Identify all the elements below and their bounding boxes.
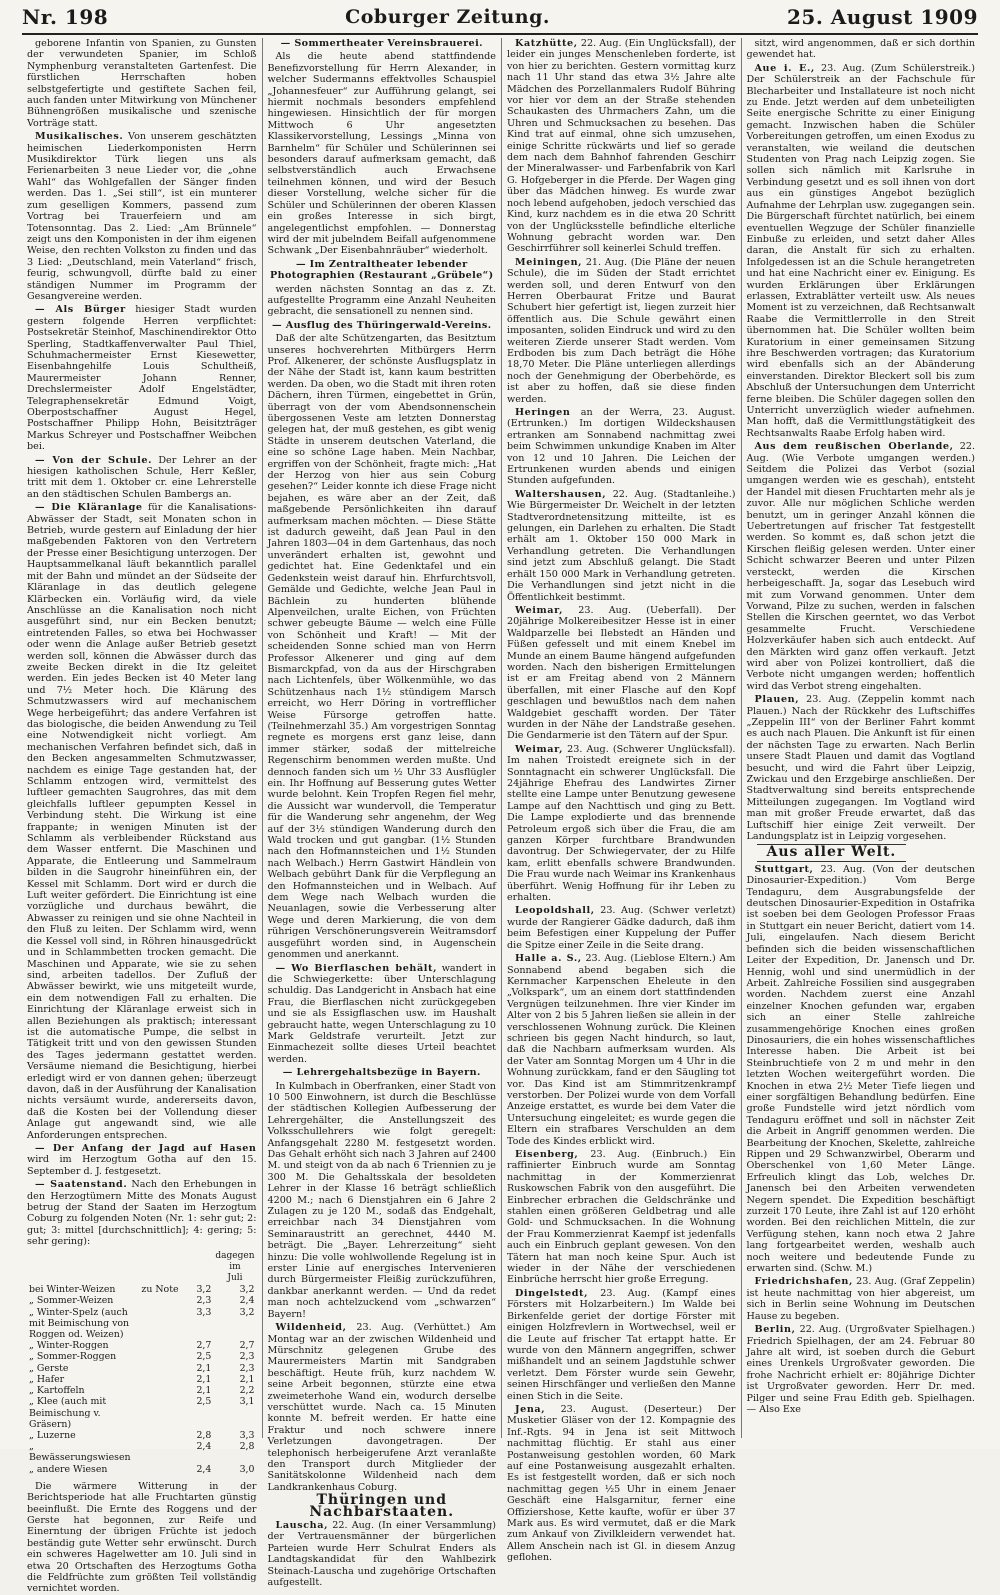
article-heading: Friedrichshafen, bbox=[754, 1276, 853, 1288]
article-text: Von unserem geschätzten heimischen Liederkomponisten Herrn Musikdirektor Türk liegen uns als Ferienarbeiten 3 neue Lieder vor, die „ohne Wahl“ das Wohlgefallen der Sänger finden werden. Das 1. „Sei still“, ist ein munterer zum geselligen Kommers, passend zum Vortrag bei Trauerfeiern und am Totensonntag. Das 2. Lied: „Am Brünnele“ zeigt uns den Komponisten in der ihm eigenen Weise, den rechten Volkston zu finden und das 3 Lied: „Deutschland, mein Vaterland“ frisch, feurig, schwungvoll, dürfte bald zu einer ständigen Nummer im Programm der Gesangvereine werden. bbox=[27, 131, 257, 302]
article-heading: Berlin, bbox=[754, 1324, 796, 1336]
article bbox=[27, 304, 257, 452]
august-value-cell: 3,2 bbox=[196, 1284, 212, 1296]
article-text: 23. Aug. (Kampf eines Försters mit Holzarbeitern.) Im Walde bei Birkenfelde geriet der dortige Förster mit einigen Holzfrevlern in Wortwechsel, weil er die Leute auf frischer Tat ertappt hatte. Er wurde von den Männern angegriffen, schwer mißhandelt und an seinem Jagdstuhle schwer verletzt. Dem Förster wurde sein Gewehr, seinen Hirschfänger und verließen den Manne einen Stich in die Seite. bbox=[507, 1287, 736, 1402]
article-heading: Aus dem reußischen Oberlande, bbox=[754, 441, 954, 453]
article-heading: Waltershausen, bbox=[515, 488, 607, 500]
article-heading: — Die Kläranlage bbox=[35, 502, 143, 514]
table-header-row bbox=[27, 1273, 257, 1284]
crop-name-cell: „ Bewässerungswiesen bbox=[29, 1441, 131, 1464]
august-value-cell: 2,1 bbox=[196, 1385, 212, 1397]
note-label-cell bbox=[139, 1441, 183, 1463]
note-label-cell bbox=[139, 1464, 183, 1475]
article-heading: Halle a. S., bbox=[515, 953, 582, 965]
article-text: Als die heute abend stattfindende Benefizvorstellung für Herrn Alexander, in welcher Sudermanns effektvolles Schauspiel „Johannesfeuer“ zur Aufführung gelangt, sei hiermit nochmals besonders empfehlend hingewiesen. Hinsichtlich der für morgen Mittwoch 6 Uhr angesetzten Klassikervorstellung, Lessings „Minna von Barnhelm“ für Schüler und Schülerinnen sei besonders darauf aufmerksam gemacht, daß selbstverständlich auch Erwachsene teilnehmen können, und wird der Besuch dieser Vorstellung, welche sicher für die Schüler und Schülerinnen der oberen Klassen ein großes Interesse in sich birgt, angelegentlichst empfohlen. — Donnerstag wird der mit jubelndem Beifall aufgenommene Schwank „Der Eisenbahnräuber“ wiederholt. bbox=[267, 51, 496, 257]
article-text: werden nächsten Sonntag an das z. Zt. aufgestellte Programm eine Anzahl Neuheiten gebracht, die sensationell zu nennen sind. bbox=[267, 283, 496, 318]
article-heading: Eisenberg, bbox=[515, 1149, 579, 1160]
crop-name-cell: „ andere Wiesen bbox=[29, 1463, 108, 1475]
august-value-cell: 2,1 bbox=[196, 1373, 212, 1385]
article-text: 23. Aug. (Zum Schülerstreik.) Der Schülerstreik an der Fachschule für Blecharbeiter und Installateure ist noch nicht zu Ende. Jetzt werden auf dem unbeteiligten Seite energische Schritte zu einer Einigung gemacht. Inzwischen haben die Schüler Vorbereitungen getroffen, um einen Exodus zu veranstalten, wie weiland die deutschen Studenten von Prag nach Leipzig zogen. Sie sollen sich nämlich mit Karlsruhe in Verbindung gesetzt und es soll ihnen von dort aus ein günstiges Angebot bezüglich Aufnahme der Lehrplan usw. zugegangen sein. Die Bürgerschaft fürchtet natürlich, bei einem eventuellen Wegzuge der Schüler finanzielle Einbuße zu erleiden, und setzt daher Alles daran, die Anstalt für sich zu erhalten. Infolgedessen ist an die Schule herangetreten und hat eine Nachricht einer ev. Einigung. Es wurden Erklärungen über Erklärungen erlassen, Extrablätter verteilt usw. Als neues Moment ist zu verzeichnen, daß Rechtsanwalt Raabe die Vermittlerrolle in den Streit übernommen hat. Die Schüler wollten beim Kuratorium in einer gemeinsamen Sitzung ihre Beschwerden vortragen; das Kuratorium wird ebenfalls sich an der Abänderung einverstanden. Direktor Bleckert soll bis zum Abschluß der Untersuchungen dem Unterricht ferne bleiben. Die Schüler dagegen sollen den Unterricht unverzüglich wieder aufnehmen. Man hofft, daß die Vermittlungstätigkeit des Rechtsanwalts Raabe Erfolg haben wird. bbox=[746, 62, 975, 439]
article bbox=[27, 502, 257, 1141]
article-text: 21. Aug. (Die Pläne der neuen Schule), die im Süden der Stadt errichtet werden soll, und deren Entwurf von den Herren Oberbaurat Fritze und Baurat Schubert hier gefertigt ist, liegen zurzeit hier öffentlich aus. Die Schule gewährt einen imposanten, soliden Eindruck und wird zu den weiteren Zierde unserer Stadt werden. Vom Erdboden bis zum Dach beträgt die Höhe 18,70 Meter. Die Pläne unterliegen allerdings noch der Genehmigung der Oberbehörde, es ist aber zu hoffen, daß sie diese finden werden. bbox=[507, 256, 736, 405]
article-heading: Heringen bbox=[515, 407, 571, 418]
article-heading: Dingelstedt, bbox=[515, 1287, 589, 1299]
note-label-cell: zu Note bbox=[141, 1284, 179, 1296]
july-value-cell: 3,2 bbox=[239, 1284, 255, 1296]
article-heading: Stuttgart, bbox=[754, 863, 814, 875]
table-body bbox=[27, 1284, 257, 1474]
issue-date: 25. August 1909 bbox=[787, 5, 978, 29]
article-heading: — Von der Schule. bbox=[35, 454, 153, 466]
article-text: 22. Aug. (Urgroßvater Spielhagen.) Friedrich Spielhagen, der am 24. Februar 80 Jahre alt wird, ist soeben durch die Geburt eines Urenkels Urgroßvater geworden. Die frohe Nachricht erhielt er: 80jährige Dichter ist Urgroßvater geworden. Herr Dr. med. Pilger und seine Frau Edith geb. Spielhagen. — Also Exe bbox=[746, 1324, 975, 1415]
article bbox=[507, 1288, 736, 1402]
article-text: 22. Aug. (In einer Versammlung) der Vertrauensmänner der bürgerlichen Parteien wurde Herr Schulrat Enders als Landtagskandidat für den Wahlbezirk Steinach-Lauscha und zugehörige Ortschaften aufgestellt. bbox=[267, 1520, 496, 1589]
article-heading: — Als Bürger bbox=[35, 304, 126, 316]
article bbox=[507, 489, 736, 603]
note-label-cell bbox=[139, 1374, 183, 1385]
table-row bbox=[27, 1284, 257, 1295]
article-text: für die Kanalisations-Abwässer der Stadt, seit Monaten schon in Betrieb, wurde gestern auf Einladung der hier maßgebenden Faktoren von den Vertretern der Presse einer Besichtigung unterzogen. Der Hauptsammelkanal läuft bekanntlich parallel mit der Bahn und mündet an der Südseite der Kläranlage in das deutlich gelegene Klärbecken ein. Vorläufig wird, da viele Anschlüsse an die Kanalisation noch nicht ausgeführt sind, nur ein Becken benutzt; eintretenden Falles, so etwa bei Hochwasser oder wenn die Anlage außer Betrieb gesetzt werden soll, können die Abwässer durch das zweite Becken direkt in die Itz geleitet werden. Ein jedes Becken ist 40 Meter lang und 7½ Meter hoch. Die Klärung des Schmutzwassers wird auf mechanischem Wege herbeigeführt; das andere Verfahren ist das biologische, die beiden Anwendung zu Teil eine Notwendigkeit nicht vorliegt. Am mechanischen Verfahren befindet sich, daß in den Becken angesammelten Schmutzwasser, nachdem es einige Tage gestanden hat, der Schlamm entzogen wird, vermittelst des luftleer gemachten Saugrohres, das mit dem gleichfalls luftleer gepumpten Kessel in Verbindung steht. Die Wirkung ist eine frappante; in wenigen Minuten ist der Schlamm als verbleibender Rückstand aus dem Wasser entfernt. Die Maschinen und Apparate, die Entleerung und Sammelraum bilden in die Saugrohr hineinführen ein, der Kessel mit Schlamm. Dort wird er durch die Luft weiter gefördert. Die Einrichtung ist eine vorzügliche und durchaus bewährt, die Abwasser zu reinigen und sie ohne Nachteil in den Fluß zu leiten. Der Schlamm wird, wenn die Kessel voll sind, in Röhren hinausgedrückt und in Schlammbetten trocken gemacht. Die Maschinen und Apparate, wie sie zu sehen sind, arbeiten tadellos. Der Zufluß der Abwässer bewirkt, wie uns mitgeteilt wurde, ein dem notwendigen Fall zu erhalten. Die Einrichtung der Kläranlage erweist sich in allen Beziehungen als praktisch; interessant ist die automatische Pumpe, die selbst in Tätigkeit tritt und von den gewissen Stunden des Tages jedermann gestattet werden. Versäume niemand die Besichtigung, hierbei erledigt wird er von dannen gehen; überzeugt davon, daß in der Ausführung der Kanalisation nichts versäumt wurde, andererseits davon, daß die Kosten bei der Vollendung dieser Anlage gut angewandt sind, wie alle Anforderungen entsprechen. bbox=[27, 502, 257, 1141]
newspaper-title: Coburger Zeitung. bbox=[345, 6, 551, 28]
article-heading: Wildenheid, bbox=[275, 1322, 347, 1334]
note-label-cell bbox=[139, 1396, 183, 1430]
july-value-cell: 2,8 bbox=[239, 1441, 255, 1453]
article-text: 23. Aug. (Schwerer Unglücksfall). Im nahen Troistedt ereignete sich in der Sonntagnacht ein schwerer Unglücksfall. Die 24jährige Ehefrau des Landwirtes Zirner stellte eine Lampe unter Benutzung gewesene Lampe auf den Nachttisch und ging zu Bett. Die Lampe explodierte und das brennende Petroleum ergoß sich über die Frau, die am ganzen Körper furchtbare Brandwunden davontrug. Der Schwiegervater, der zu Hilfe kam, erlitt ebenfalls schwere Brandwunden. Die Frau wurde nach Weimar ins Krankenhaus überführt. Wenig Hoffnung für ihr Leben zu erhalten. bbox=[507, 743, 736, 904]
july-value-cell: 2,7 bbox=[239, 1340, 255, 1352]
article-heading: — Ausflug des Thüringerwald-Vereins. bbox=[272, 319, 492, 331]
article-text: wandert in die Schwiegerkette: über Unterschlagung schuldig. Das Landgericht in Ansbach hat eine Frau, die Bierflaschen nicht zurückgegeben und sie als Essigflaschen usw. im Haushalt gebraucht hatte, wegen Unterschlagung zu 10 Mark Geldstrafe verurteilt. Jetzt zur Einmachezeit sollte dieses Urteil beachtet werden. bbox=[267, 962, 496, 1065]
issue-number: Nr. 198 bbox=[22, 5, 109, 29]
note-label-cell bbox=[139, 1385, 183, 1396]
masthead bbox=[22, 4, 978, 30]
table-header: Juli bbox=[227, 1273, 243, 1284]
article bbox=[268, 1520, 497, 1588]
note-label-cell bbox=[139, 1351, 183, 1362]
article-heading: — Saatenstand. bbox=[35, 1179, 128, 1191]
july-value-cell: 2,1 bbox=[239, 1373, 255, 1385]
article bbox=[747, 1324, 976, 1415]
article-heading: Aue i. E., bbox=[754, 62, 815, 74]
article bbox=[507, 407, 736, 487]
article-heading: Meiningen, bbox=[515, 256, 583, 268]
article-text: 23. Aug. (Schwer verletzt) wurde der Rangierer Gädke dadurch, daß ihm beim Befestigen einer Kuppelung der Puffer die Spitze einer Zeile in die Seite drang. bbox=[507, 905, 736, 951]
july-value-cell: 2,2 bbox=[239, 1385, 255, 1397]
article-heading: Weimar, bbox=[515, 743, 564, 755]
article bbox=[27, 455, 257, 501]
article-text: 23. Aug. (Lieblose Eltern.) Am Sonnabend abend begaben sich die Kernmacher Karpenschen Eheleute in den „Volkspark“, um an einem dort stattfindenden Vergnügen teilzunehmen. Ihre vier Kinder im Alter von 2 bis 5 Jahren ließen sie allein in der verschlossenen Wohnung zurück. Die Kleinen schrieen bis gegen Nacht hindurch, so laut, daß die Nachbarn aufmerksam wurden. Als der Vater am Sonntag Morgen um 4 Uhr in die Wohnung zurückkam, fand er den Säugling tot vor. Das Kind ist am Stimmritzenkrampf verstorben. Der Polizei wurde von dem Vorfall Anzeige erstattet, es wurde bei dem Vater die Untersuchung eingeleitet; es wurde gegen die Eltern ein strafbares Verschulden an dem Tode des Kindes erblickt wird. bbox=[507, 953, 736, 1147]
article bbox=[507, 38, 736, 255]
article-heading: — Wo Bierflaschen behält, bbox=[275, 962, 438, 974]
article-heading: Lauscha, bbox=[275, 1520, 329, 1531]
table-row bbox=[27, 1307, 257, 1341]
table-row bbox=[27, 1396, 257, 1430]
note-label-cell bbox=[139, 1430, 183, 1441]
section-title: Thüringen und Nachbarstaaten. bbox=[309, 1492, 455, 1520]
july-value-cell: 3,0 bbox=[239, 1463, 255, 1475]
article bbox=[507, 1404, 736, 1564]
columns bbox=[22, 38, 980, 1595]
article bbox=[507, 257, 736, 405]
crop-name-cell: „ Sommer-Roggen bbox=[29, 1351, 117, 1363]
august-value-cell: 2,4 bbox=[196, 1441, 212, 1453]
section-title: Aus aller Welt. bbox=[757, 844, 907, 861]
crop-status-table bbox=[27, 1251, 257, 1475]
august-value-cell: 2,7 bbox=[196, 1340, 212, 1352]
table-row bbox=[27, 1441, 257, 1463]
article bbox=[507, 953, 736, 1147]
article bbox=[747, 694, 976, 842]
article-text: Der Lehrer an der hiesigen katholischen Schule, Herr Keßler, tritt mit dem 1. Oktober cr. eine Lehrerstelle an den städtischen Schulen Bambergs an. bbox=[27, 454, 257, 500]
column-1 bbox=[22, 38, 262, 1595]
article-text: In Kulmbach in Oberfranken, einer Stadt von 10 500 Einwohnern, ist durch die Beschlüsse der städtischen Kollegien Aufbesserung der Lehrergehälter, die Anstellungszeit des Volksschullehrers wie folgt geregelt: Anfangsgehalt 2280 M. festgesetzt worden. Das Gehalt erhöht sich nach 3 Jahren auf 2400 M. und steigt von da ab nach 6 Triennien zu je 300 M. Die Gehaltsskala der besoldeten Lehrer in der Klasse 16 beträgt schließlich 4200 M.; nach 6 Dienstjahren ein 6 Jahre 2 Zulagen zu je 120 M., sodaß das Endgehalt, erreichbar nach 34 Dienstjahren vom Seminaraustritt an gerechnet, 4440 M. beträgt. Die „Bayer. Lehrerzeitung“ sieht hinzu: Die volle wohlwollende Regelung ist in erster Linie auf energisches Intervenieren durch Bürgermeister Fleißig zurückzuführen, dankbar anerkannt werden. — Und da redet man noch achtelzuckend vom „schwarzen“ Bayern! bbox=[267, 1080, 496, 1320]
table-row bbox=[27, 1385, 257, 1396]
crop-name-cell: „ Sommer-Weizen bbox=[29, 1295, 114, 1307]
august-value-cell: 2,5 bbox=[196, 1396, 212, 1408]
article-text: 23. August. (Deserteur.) Der Musketier Gläser von der 12. Kompagnie des Inf.-Rgts. 94 in Jena ist seit Mittwoch nachmittag flüchtig. Er stahl aus einer Postanweisung gestohlen worden, 60 Mark auf eine Postanweisung ausgezahlt erhalten. Es ist festgestellt worden, daß er sich noch nachmittag gegen ½5 Uhr in einem Jenaer Geschäft eine Halsgarnitur, ferner eine Offiziershose, Kette kaufte, wofür er über 37 Mark aus. Es wird vermutet, daß er die Mark zum Ankauf von Zivilkleidern verwendet hat. Allem Anschein nach ist Gl. in diesem Anzug geflohen. bbox=[507, 1403, 736, 1564]
article bbox=[747, 1276, 976, 1322]
article-heading: — Der Anfang der Jagd auf Hasen bbox=[35, 1143, 257, 1154]
crop-name-cell: „ Klee (auch mit Beimischung v. Gräsern) bbox=[29, 1396, 107, 1430]
july-value-cell: 3,2 bbox=[239, 1306, 255, 1318]
note-label-cell bbox=[139, 1340, 183, 1351]
august-value-cell: 3,3 bbox=[196, 1306, 212, 1318]
august-value-cell: 2,4 bbox=[196, 1463, 212, 1475]
article-text: 23. Aug. (Zeppelin kommt nach Plauen.) Nach der Rückkehr des Luftschiffes „Zeppelin III“ von der Berliner Fahrt kommt es auch nach Plauen. Die Ankunft ist für einen der nächsten Tage zu erwarten. Nach Berlin unsere Stadt Plauen und damit das Vogtland besucht, und wird die Fahrt über Leipzig, Zwickau und den Erzgebirge anschließen. Der Stadtverwaltung sind bereits entsprechende Mitteilungen zugegangen. Im Vogtland wird man mit großer Freude erwartet, daß das Luftschiff hier einige Zeit verweilt. Der Landungsplatz ist in Leipzig vorgesehen. bbox=[746, 694, 975, 843]
masthead-rule bbox=[22, 33, 978, 35]
article bbox=[747, 63, 976, 439]
table-row bbox=[27, 1430, 257, 1441]
july-value-cell: 2,3 bbox=[239, 1362, 255, 1374]
article-text: 23. Aug. (Ueberfall). Der 20jährige Molkereibesitzer Hesse ist in einer Waldparzelle bei Ilebstedt an Händen und Füßen gefesselt und mit einem Knebel im Munde an einem Baume hängend aufgefunden worden. Nach den bisherigen Ermittelungen ist er am Freitag abend von 2 Männern überfallen, mit einer Flasche auf den Kopf geschlagen und bewußtlos nach dem nahen Waldgebiet geschafft worden. Der Täter wurden in der Nähe der Landstraße gesehen. Die Gendarmerie ist den Tätern auf der Spur. bbox=[507, 604, 736, 742]
note-label-cell bbox=[139, 1295, 183, 1306]
table-row bbox=[27, 1363, 257, 1374]
july-value-cell: 2,3 bbox=[239, 1351, 255, 1363]
august-value-cell: 2,8 bbox=[196, 1429, 212, 1441]
article-text: Daß der alte Schützengarten, das Besitztum unseres hochverehrten Mitbürgers Herrn Prof. Alkenerer, der schönste Ausflugsplatz in der Nähe der Stadt ist, kann kaum bestritten werden. Da oben, wo die Stadt mit ihren roten Dächern, ihren Türmen, eingebettet in Grün, überragt von der vom Abendsonnenschein übergossenen Veste am letzten Donnerstag gelegen hat, der muß gestehen, es gibt wenig Städte in unserem deutschen Vaterland, die eine so schöne Lage haben. Mein Nachbar, ergriffen von der Schönheit, fragte mich: „Hat der Herzog von hier aus sein Coburg gesehen?“ Leider konnte ich diese Frage nicht bejahen, es wäre aber an der Zeit, daß maßgebende Persönlichkeiten ihn darauf aufmerksam machen möchten. — Diese Stätte ist dadurch geweiht, daß Jean Paul in den Jahren 1803—04 in dem Gartenhaus, das noch unverändert erhalten ist, gewohnt und gedichtet hat. Eine Gedenktafel und ein Gedenkstein weist darauf hin. Ehrfurchtsvoll, Gemälde und Gedichte, welche Jean Paul in Bächlein zu hunderten blühende Alpenveilchen, uralte Eichen, von Früchten schwer gebeugte Bäume — welch eine Fülle von Schönheit und Kraft! — Mit der scheidenden Sonne schied man von Herrn Professor Alkenerer und ging auf dem Bismarckpfad, von da aus der Hirschgraben nach Lichtenfels, über Wölkenmühle, wo das Schützenhaus nach 1½ stündigem Marsch erreicht, wo Herr Döring in vortrefflicher Weise Fürsorge getroffen hatte. (Teilnehmerzahl 35.) Am vorgestrigen Sonntag regnete es morgens erst ganz leise, dann immer stärker, sodaß der mittelreiche Regenschirm benommen werden mußte. Und dennoch fanden sich um ½ Uhr 33 Ausflügler ein. Ihr Hoffnung auf Besserung gutes Wetter wurde belohnt. Kein Tropfen Regen fiel mehr, die Aussicht war wundervoll, die Temperatur für die Wanderung sehr angenehm, der Weg auf der 3½ stündigen Wanderung durch den Wald trocken und gut gangbar. (1½ Stunden nach den Hofmannsteichen und 1½ Stunden nach Welbach.) Herrn Gastwirt Händlein von Welbach gebührt Dank für die Verpflegung an den Hofmannsteichen und in Welbach. Auf dem Wege nach Welbach wurden die Neuanlagen, sowie die Verbesserung alter Wege und deren Markierung, die von dem rührigen Verschönerungsverein Weitramsdorf ausgeführt worden sind, in Augenschein genommen und anerkannt. bbox=[267, 333, 496, 961]
table-header: dagegen im bbox=[215, 1250, 255, 1272]
column-3 bbox=[501, 38, 741, 1564]
crop-name-cell: bei Winter-Weizen bbox=[29, 1284, 116, 1296]
article-heading: Musikalisches. bbox=[35, 131, 124, 143]
article-text: 23. Aug. (Von der deutschen Dinosaurier-Expedition.) Vom Berge Tendaguru, dem Ausgrabungsfelde der deutschen Dinosaurier-Expedition in Ostafrika ist soeben bei dem Geologen Professor Fraas in Stuttgart ein neuer Bericht, datiert vom 14. Juli, eingelaufen. Nach diesem Bericht befinden sich die beiden wissenschaftlichen Leiter der Expedition, Dr. Janensch und Dr. Hennig, wohl und sind unermüdlich in der Arbeit. Zahlreiche Fossilien sind ausgegraben worden. Nachdem zuerst eine Anzahl einzelner Knochen gefunden war, ergaben sich an einer Stelle zahlreiche zusammengehörige Knochen eines großen Dinosauriers, die ein hohes wissenschaftliches Interesse haben. Die Arbeit ist bei Steinbruchtiefe von 2 m und mehr in den letzten Wochen weitergeführt worden. Die Knochen in etwa 2½ Meter Tiefe liegen und einer sorgfältigen Behandlung bedürfen. Eine große Fundstelle wird jetzt nördlich vom Tendaguru eröffnet und soll in nächster Zeit die Arbeit in Angriff genommen werden. Die Bearbeitung der Knochen, Skelette, zahlreiche Rippen und 29 Schwanzwirbel, Oberarm und Oberschenkel von 1,60 Meter Länge. Erfreulich klingt das Lob, welches Dr. Janensch bei den Arbeiten verwendeten Negern spendet. Die Expedition beschäftigt zurzeit 170 Leute, ihre Zahl ist auf 120 erhöht worden. Bei den reichlichen Mitteln, die zur Verfügung stehen, kann noch etwa 2 Jahre lang fortgearbeitet werden, weshalb auch noch weitere und bedeutende Funde zu erwarten sind. (Schw. M.) bbox=[746, 863, 975, 1275]
table-row bbox=[27, 1351, 257, 1362]
article-text: Die wärmere Witterung in der Berichtsperiode hat alle Fruchtarten günstig beeinflußt. Die Ernte des Roggens und der Gerste hat begonnen, zur Reife und Einerntung der übrigen Früchte ist jedoch beständig gute Wetter sehr erwünscht. Durch ein schweres Hagelwetter am 10. Juli sind in etwa 20 Ortschaften des Herzogtums Gotha die Feldfrüchte zum größten Teil vollständig vernichtet worden. bbox=[27, 1480, 257, 1595]
article bbox=[507, 744, 736, 904]
article-text: an der Werra, 23. August. (Ertrunken.) Im dortigen Wildeckshausen ertranken am Sonnabend nachmittag zwei beim Schwimmen unkundige Knaben im Alter von 12 und 10 Jahren. Die Leichen der Ertrunkenen wurden abends und einigen Stunden aufgefunden. bbox=[507, 407, 736, 487]
article-heading: — Im Zentraltheater lebender Photographien (Restaurant „Grübele“) bbox=[269, 258, 494, 282]
article-text: 23. Aug. (Verhüttet.) Am Montag war an der zwischen Wildenheid und Mürschnitz gelegenen Grube des Maurermeisters Martin mit Sandgraben beschäftigt. Heute früh, kurz nachdem W. seine Arbeit begonnen, stürzte eine etwa zweimeterhohe Wand ein, wodurch derselbe verschüttet wurde. Nach ca. 15 Minuten konnte M. befreit werden. Er hatte eine Fraktur und noch schwere innere Verletzungen davongetragen. Der telephonisch herbeigerufene Arzt veranlaßte den Transport durch Mitglieder der Sanitätskolonne Wildenheid nach dem Landkrankenhaus Coburg. bbox=[267, 1322, 496, 1493]
august-value-cell: 2,5 bbox=[196, 1351, 212, 1363]
crop-name-cell: „ Winter-Spelz (auch mit Beimischung von Roggen od. Weizen) bbox=[29, 1306, 130, 1341]
august-value-cell: 2,3 bbox=[196, 1295, 212, 1307]
article-text: geborene Infantin von Spanien, zu Gunsten der verwundeten Spanier, im Schloß Nymphenburg veranstalteten Gartenfest. Die fürstlichen Herrschaften hoben selbstgefertigte und gestiftete Sachen feil, auch fanden unter Mitwirkung von Münchener Bühnengrößen musikalische und szenische Vorträge statt. bbox=[27, 38, 257, 129]
article bbox=[507, 905, 736, 951]
article-text: 22. Aug. (Wie Verbote umgangen werden.) Seitdem die Polizei das Verbot (sozial umgangen werden wie es geschah), entsteht der Handel mit diesen Fruchtarten mehr als je zuvor. Alle nur möglichen Schliche werden benutzt, um in geringer Anzahl können die Uebertretungen auf frischer Tat festgestellt werden. So kommt es, daß schon jetzt die Kirschen fleißig gelesen werden. Unter einer Schicht schwarzer Beeren und unter Pilzen versteckt, werden die Kirschen herbeigeschafft. Ja, sogar das Lesebuch wird mit zum Vorwand genommen. Unter dem Vorwand, Pilze zu suchen, werden in falschen Stellen die Kirschen geerntet, wo das Verbot gesammelte Frucht. Verschiedene Holzverkäufer haben sich auch entdeckt. Auf den Märkten wird ganz offen verkauft. Jetzt wird aber von Polizei kontrolliert, daß die Verbote nicht umgangen werden; hoffentlich wird das Verbot streng eingehalten. bbox=[746, 441, 975, 692]
crop-name-cell: „ Gerste bbox=[29, 1362, 69, 1374]
july-value-cell: 3,3 bbox=[239, 1429, 255, 1441]
article-heading: Plauen, bbox=[754, 694, 800, 706]
crop-name-cell: „ Winter-Roggen bbox=[29, 1340, 109, 1352]
article-heading: Weimar, bbox=[515, 604, 564, 616]
article bbox=[268, 1322, 497, 1493]
table-header-row bbox=[27, 1251, 257, 1273]
note-label-cell bbox=[139, 1363, 183, 1374]
article bbox=[747, 441, 976, 692]
article-heading: Jena, bbox=[515, 1403, 546, 1415]
article-text: sitzt, wird angenommen, daß er sich dorthin gewendet hat. bbox=[746, 38, 975, 61]
july-value-cell: 3,1 bbox=[239, 1396, 255, 1408]
august-value-cell: 2,1 bbox=[196, 1362, 212, 1374]
article bbox=[27, 1179, 257, 1247]
table-row bbox=[27, 1374, 257, 1385]
table-row bbox=[27, 1340, 257, 1351]
article bbox=[27, 1143, 257, 1177]
article bbox=[747, 864, 976, 1275]
article-heading: — Sommertheater Vereinsbrauerei. bbox=[280, 38, 483, 49]
article-heading: Leopoldshall, bbox=[515, 905, 595, 917]
article bbox=[507, 1149, 736, 1286]
crop-name-cell: „ Kartoffeln bbox=[29, 1385, 85, 1397]
crop-name-cell: „ Luzerne bbox=[29, 1429, 76, 1441]
article-text: wird im Herzogtum Gotha auf den 15. September d. J. festgesetzt. bbox=[27, 1154, 257, 1177]
crop-name-cell: „ Hafer bbox=[29, 1373, 65, 1385]
article bbox=[27, 131, 257, 302]
article bbox=[507, 605, 736, 742]
article-heading: — Lehrergehaltsbezüge in Bayern. bbox=[282, 1067, 481, 1079]
column-4 bbox=[741, 38, 981, 1438]
article-heading: Katzhütte, bbox=[515, 38, 578, 49]
article bbox=[268, 963, 497, 1066]
article-text: hiesiger Stadt wurden gestern folgende Herren verpflichtet: Postsekretär Steinhof, Maschinendirektor Otto Sperling, Stadtkaffenverwalter Paul Thiel, Schuhmachermeister Ernst Kiesewetter, Eisenbahngehilfe Louis Schultheiß, Maurermeister Johann Renner, Drechslermeister Adolf Engelstädter, Telegraphensekretär Edmund Voigt, Oberpostschaffner August Hegel, Postschaffner Philipp Hohn, Beisitzträger Markus Schreyer und Postschaffner Weibchen bei. bbox=[27, 304, 257, 453]
article-text: 23. Aug. (Graf Zeppelin) ist heute nachmittag von hier abgereist, um sich in Berlin seine Wohnung im Deutschen Hause zu begeben. bbox=[746, 1276, 975, 1322]
july-value-cell: 2,4 bbox=[239, 1295, 255, 1307]
article-text: 22. Aug. (Ein Unglücksfall), der leider ein junges Menschenleben forderte, ist von hier zu berichten. Gestern vormittag kurz nach 11 Uhr stand das etwa 3½ Jahre alte Mädchen des Porzellanmalers Rudolf Bühring vor hier vor dem an der Straße stehenden Schaukasten des Uhrmachers Zahn, um die Uhren und Schmucksachen zu besehen. Das Kind trat auf einmal, ohne sich umzusehen, einige Schritte rückwärts und lief so gerade dem nach dem Bahnhof fahrenden Geschirr der Mineralwasser- und Farbenfabrik von Karl G. Hofgeberger in die Pferde. Der Wagen ging über das Mädchen hinweg. Es wurde zwar noch lebend aufgehoben, jedoch verschied das Kind, kurz nachdem es in die etwa 20 Schritt von der Unglücksstelle befindliche elterliche Wohnung gebracht worden war. Den Geschirrführer soll keinerlei Schuld treffen. bbox=[507, 38, 736, 255]
article-text: 23. Aug. (Einbruch.) Ein raffinierter Einbruch wurde am Sonntag nachmittag in der Kommerzienrat Ruskowschen Fabrik von den ausgeführt. Die Einbrecher erbrachen die Geldschränke und stahlen einen größeren Geldbetrag und alle Gold- und Schmucksachen. In die Wohnung der Frau Kommerzienrat Kaempf ist jedenfalls auch ein Einbruch geplant gewesen. Von den Tätern hat man noch keine Spur. Auch ist wieder in der Nähe der verschiedenen Einbrüche herrscht hier große Erregung. bbox=[507, 1149, 736, 1286]
table-row bbox=[27, 1295, 257, 1306]
column-2 bbox=[262, 38, 502, 1589]
article-text: Nach den Erhebungen in den Herzogtümern Mitte des Monats August betrug der Stand der Saaten im Herzogtum Coburg zu folgenden Noten (Nr. 1: sehr gut; 2: gut; 3: mittel [durchschnittlich]; 4: gering; 5: sehr gering): bbox=[27, 1179, 257, 1248]
note-label-cell bbox=[139, 1307, 183, 1341]
article-text: 22. Aug. (Stadtanleihe.) Wie Bürgermeister Dr. Weichelt in der letzten Stadtverordnetensitzung mitteilte, ist es gelungen, ein Darlehen zu erhalten. Die Stadt erhält am 1. Oktober 150 000 Mark in Verhandlung getreten. Die Verhandlungen sind jetzt zum Abschluß gelangt. Die Stadt erhält 150 000 Mark in Verhandlung getreten. Die Verhandlungen sind jetzt nicht in die Öffentlichkeit bestimmt. bbox=[507, 488, 736, 603]
table-row bbox=[27, 1464, 257, 1475]
